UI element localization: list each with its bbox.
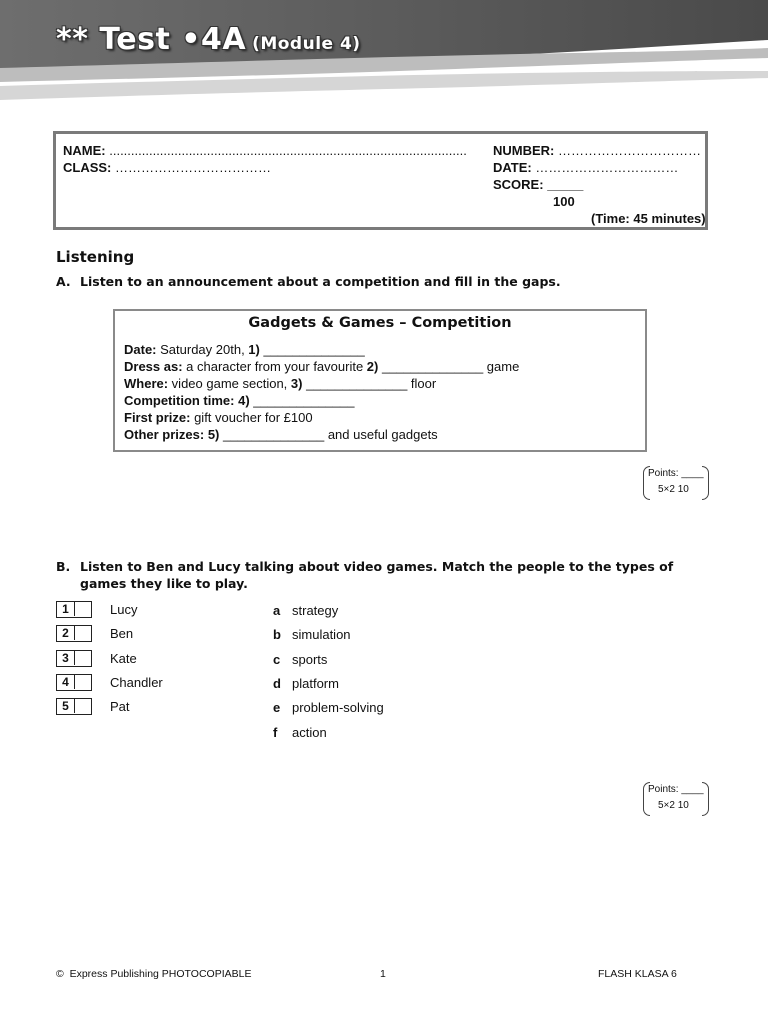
competition-line-where: Where: video game section, 3) ______________ floor — [124, 376, 437, 391]
gap-1[interactable]: ______________ — [259, 342, 365, 357]
instruction-b — [56, 558, 673, 592]
gap-4[interactable]: ______________ — [249, 393, 355, 408]
person-name: Lucy — [110, 602, 138, 617]
instruction-a — [56, 273, 561, 290]
person-name: Ben — [110, 626, 134, 641]
date-field[interactable] — [493, 160, 678, 175]
class-field[interactable] — [63, 160, 271, 175]
option-f: f action — [273, 725, 327, 740]
answer-box-5[interactable]: 5 — [56, 698, 92, 715]
footer-copyright — [56, 968, 251, 980]
person-name: Chandler — [110, 675, 163, 690]
score-field[interactable] — [493, 177, 583, 192]
instruction-b-text-line1: Listen to Ben and Lucy talking about video games. Match the people to the types of — [80, 559, 674, 574]
competition-line-time: Competition time: 4) ______________ — [124, 393, 355, 408]
competition-line-first-prize: First prize: gift voucher for £100 — [124, 410, 313, 425]
footer-page-number: 1 — [380, 968, 386, 980]
option-c: c sports — [273, 652, 328, 667]
person-name: Pat — [110, 699, 130, 714]
points-a-label[interactable]: Points: ____ — [648, 468, 704, 479]
points-a-denominator: 5×2 10 — [658, 484, 689, 495]
number-field[interactable] — [493, 143, 701, 158]
score-total: 100 — [553, 194, 575, 209]
competition-line-date: Date: Saturday 20th, 1) ______________ — [124, 342, 365, 357]
student-info-box — [53, 131, 708, 230]
gap-3[interactable]: ______________ floor — [302, 376, 437, 391]
copyright-symbol: © — [56, 968, 64, 980]
instruction-b-letter: B. — [56, 559, 71, 574]
option-b: b simulation — [273, 627, 351, 642]
date-label: DATE: — [493, 160, 532, 175]
footer-publisher: Express Publishing PHOTOCOPIABLE — [69, 968, 252, 980]
instruction-a-text: Listen to an announcement about a competition and fill in the gaps. — [80, 274, 561, 289]
section-heading-listening: Listening — [56, 248, 135, 266]
competition-line-dress: Dress as: a character from your favourite 2) ______________ game — [124, 359, 520, 374]
test-title — [56, 22, 361, 57]
module-label: (Module 4) — [252, 34, 361, 54]
time-limit: (Time: 45 minutes) — [591, 211, 706, 226]
gap-5[interactable]: ______________ and useful gadgets — [219, 427, 438, 442]
date-dots: …………………………… — [535, 160, 679, 175]
test-title-text: ** Test •4A — [56, 22, 247, 57]
answer-box-3[interactable]: 3 — [56, 650, 92, 667]
name-label: NAME: — [63, 143, 106, 158]
instruction-a-letter: A. — [56, 274, 71, 289]
person-name: Kate — [110, 651, 137, 666]
answer-box-4[interactable]: 4 — [56, 674, 92, 691]
answer-box-1[interactable]: 1 — [56, 601, 92, 618]
gap-2[interactable]: ______________ game — [378, 359, 520, 374]
number-label: NUMBER: — [493, 143, 555, 158]
answer-box-2[interactable]: 2 — [56, 625, 92, 642]
points-b-denominator: 5×2 10 — [658, 800, 689, 811]
competition-title: Gadgets & Games – Competition — [248, 315, 512, 331]
name-field[interactable] — [63, 143, 467, 158]
footer-series: FLASH KLASA 6 — [598, 968, 677, 980]
number-dots: …………………………… — [558, 143, 702, 158]
class-dots: ……………………………… — [115, 160, 272, 175]
option-a: a strategy — [273, 603, 339, 618]
score-label: SCORE: — [493, 177, 544, 192]
score-blank: _____ — [547, 177, 584, 192]
points-box-a — [643, 466, 709, 500]
option-e: e problem-solving — [273, 700, 384, 715]
points-box-b — [643, 782, 709, 816]
class-label: CLASS: — [63, 160, 112, 175]
option-d: d platform — [273, 676, 339, 691]
name-dots: ................................................................................................... — [109, 143, 467, 158]
instruction-b-text-line2: games they like to play. — [80, 576, 248, 591]
competition-line-other-prizes: Other prizes: 5) ______________ and useful gadgets — [124, 427, 438, 442]
competition-box — [113, 309, 647, 452]
points-b-label[interactable]: Points: ____ — [648, 784, 704, 795]
